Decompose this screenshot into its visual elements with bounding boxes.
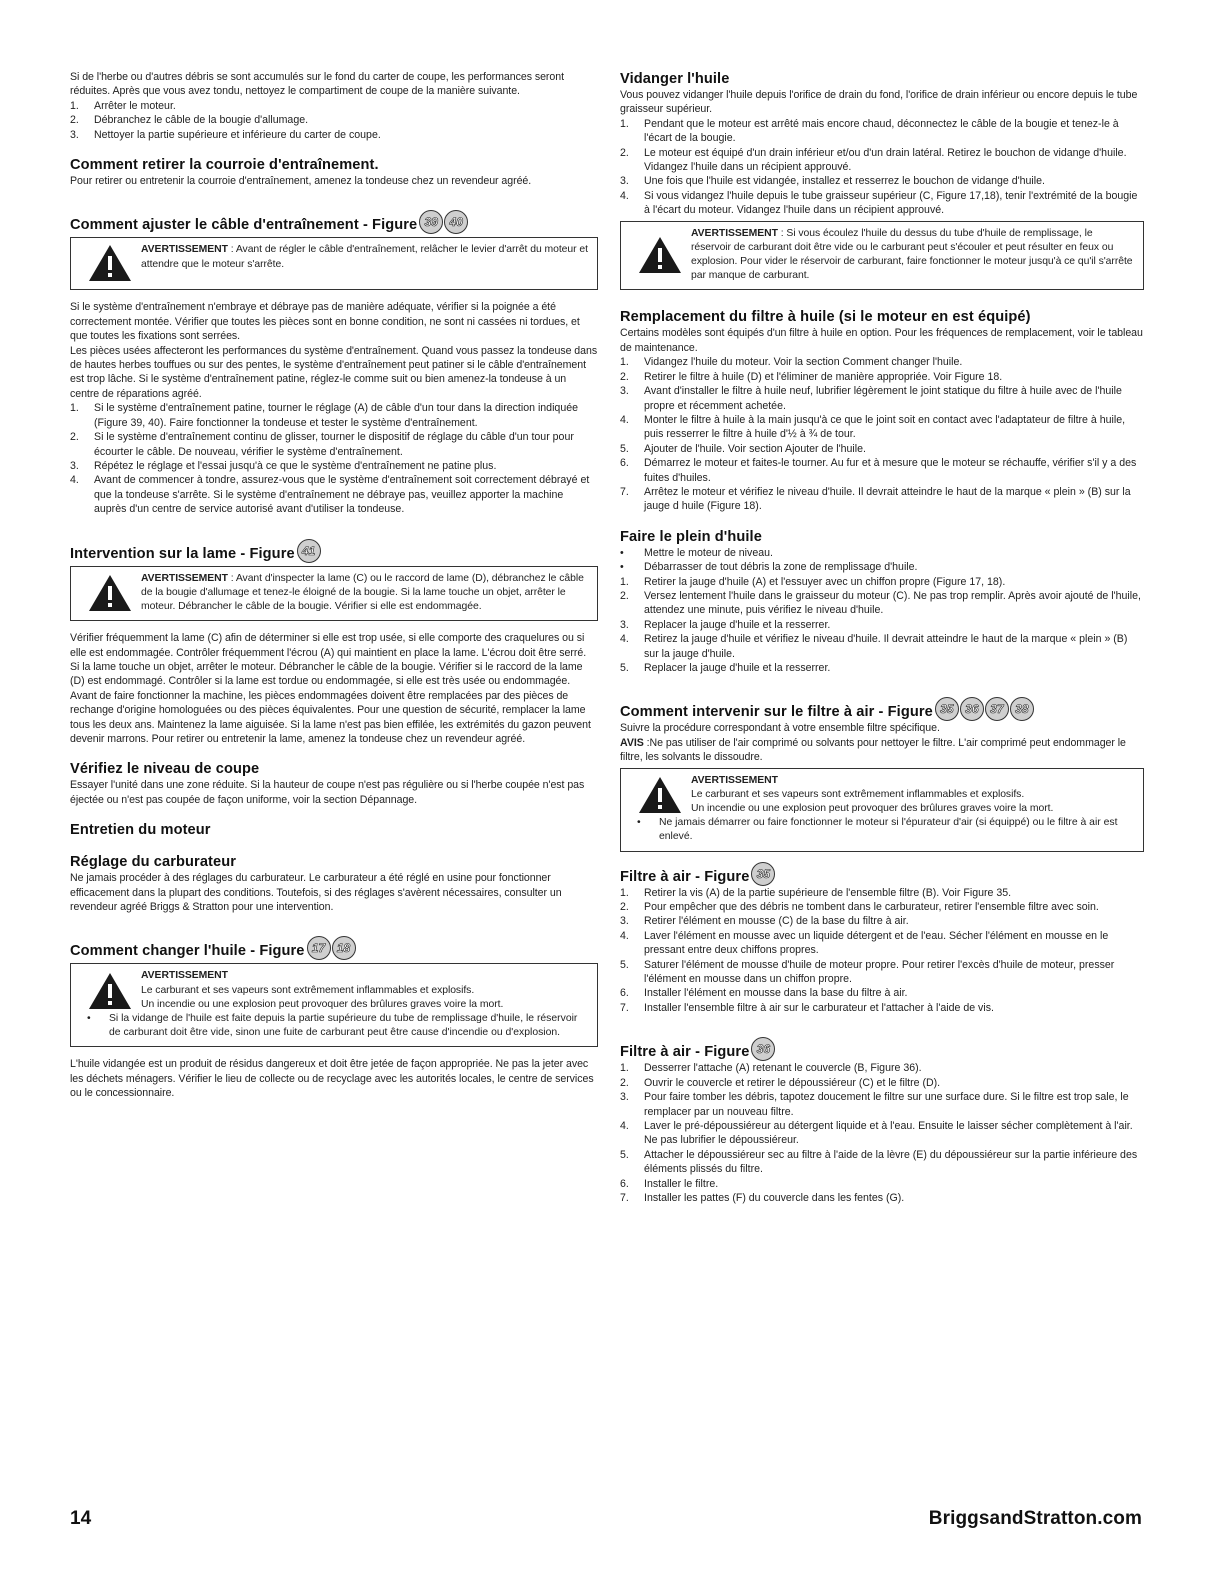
list-item: 2. Le moteur est équipé d'un drain inférieur et/ou d'un drain latéral. Retirez le bouchon de vidange d'huile. Vidangez l'huile dans un récipient approuvé. (620, 146, 1127, 174)
list-item: 1. Si le système d'entraînement patine, tourner le réglage (A) de câble d'un tour dans la direction indiquée (Figure 39, 40). Faire fonctionner la tondeuse et tester le système d'entraînement. (70, 402, 578, 429)
section-title-plein: Faire le plein d'huile (620, 528, 762, 545)
section-title-filtre-huile: Remplacement du filtre à huile (si le moteur en est équipé) (620, 309, 1031, 326)
left-column (70, 70, 598, 1101)
list-item: 2. Si le système d'entraînement continu de glisser, tourner le dispositif de réglage du câble d'un tour pour écourter le câble. De nouveau, vérifier le système d'entraînement. (70, 431, 574, 458)
list-item: 5. Ajouter de l'huile. Voir section Ajouter de l'huile. (620, 442, 866, 455)
list-item: 4. Avant de commencer à tondre, assurez-vous que le système d'entraînement soit correctement débrayé et que la tondeuse s'arrête. Si le système d'entraînement ne débraye pas, veuillez apporter la machine auprès d'un centre de service autorisé avant d'utiliser la tondeuse. (70, 474, 590, 516)
list-item: 2. Versez lentement l'huile dans le graisseur du moteur (C). Ne pas trop remplir. Après avoir ajouté de l'huile, attendez une minute, puis vérifiez le niveau d'huile. (620, 589, 1141, 617)
filtre-36-steps (620, 1061, 1144, 1205)
warning-icon (79, 969, 141, 1012)
figure-badge: 35 (751, 862, 775, 886)
list-item: 7. Arrêtez le moteur et vérifiez le niveau d'huile. Il devrait atteindre le haut de la marque « plein » (B) sur la jauge d huile (Figure 18). (620, 485, 1131, 513)
filtre-air-paragraph: Suivre la procédure correspondant à votre ensemble filtre spécifique. (620, 722, 940, 735)
list-item: 3. Pour faire tomber les débris, tapotez doucement le filtre sur une surface dure. Si le filtre est trop sale, le remplacer par un nouveau filtre. (620, 1091, 1129, 1118)
warning-label: AVERTISSEMENT (141, 572, 228, 584)
list-item: 6. Installer l'élément en mousse dans la base du filtre à air. (620, 987, 908, 1000)
list-item: 4. Si vous vidangez l'huile depuis le tube graisseur supérieur (C, Figure 17,18), tenir l'extrémité de la bougie à l'écart du moteur. Vidangez l'huile dans un récipient approuvé. (620, 189, 1138, 217)
section-title-filtre-36: Filtre à air - Figure 36 (620, 1037, 1144, 1061)
warning-icon (629, 774, 691, 817)
list-item: 1. Pendant que le moteur est arrêté mais encore chaud, déconnectez le câble de la bougie et tenez-le à l'écart de la bougie. (620, 117, 1119, 145)
list-item: 3. Replacer la jauge d'huile et la resserrer. (620, 618, 831, 631)
warning-box (70, 963, 598, 1047)
section-title-cable: Comment ajuster le câble d'entraînement - Figure 39 40 (70, 210, 598, 234)
list-item: 7. Installer l'ensemble filtre à air sur le carburateur et l'attacher à l'aide de vis. (620, 1001, 994, 1014)
warning-icon (79, 572, 141, 615)
plein-bullets (620, 546, 1144, 575)
lame-paragraph: Vérifier fréquemment la lame (C) afin de déterminer si elle est trop usée, si elle comporte des craquelures ou si elle est endommagée. Contrôler fréquemment l'écrou (A) qui maintient en place la lame. L'écrou doit être serré. Si la lame touche un objet, arrêter le moteur. Débrancher le câble de la bougie. Vérifier si le raccord de la lame (D) est endommagé. Contrôler si la lame est tordue ou endommagée, si elle est très usée ou endommagée. Avant de faire fonctionner la machine, les pièces endommagées doivent être remplacées par des pièces de rechange d'origine homologuées ou des pièces équivalentes. Pour une question de sécurité, remplacer la lame tous les deux ans. Maintenez la lame aiguisée. Si la lame n'est pas bien effilée, les extrémités du gazon peuvent devenir marrons. Pour retirer ou entretenir la lame, amenez la tondeuse chez un revendeur agréé. (70, 632, 591, 745)
list-item: • Débarrasser de tout débris la zone de remplissage d'huile. (620, 561, 918, 574)
section-title-vidanger: Vidanger l'huile (620, 71, 730, 87)
list-item: 3. Répétez le réglage et l'essai jusqu'à ce que le système d'entraînement ne patine plus. (70, 459, 497, 472)
list-item: 1. Vidangez l'huile du moteur. Voir la section Comment changer l'huile. (620, 356, 963, 369)
list-item: 3. Avant d'installer le filtre à huile neuf, lubrifier légèrement le joint statique du filtre à huile avec de l'huile propre et récemment achetée. (620, 385, 1122, 412)
list-item: 5. Replacer la jauge d'huile et la resserrer. (620, 662, 831, 674)
list-item: 1. Retirer la jauge d'huile (A) et l'essuyer avec un chiffon propre (Figure 17, 18). (620, 575, 1006, 588)
figure-badge: 38 (1010, 697, 1034, 721)
courroie-paragraph: Pour retirer ou entretenir la courroie d'entraînement, amenez la tondeuse chez un revendeur agréé. (70, 175, 532, 188)
warning-label: AVERTISSEMENT (691, 774, 778, 786)
section-title-niveau: Vérifiez le niveau de coupe (70, 761, 260, 778)
list-item: • Mettre le moteur de niveau. (620, 546, 773, 559)
warning-box (620, 768, 1144, 852)
warning-label: AVERTISSEMENT (141, 970, 228, 982)
figure-badge: 40 (444, 210, 468, 234)
list-item: 4. Retirez la jauge d'huile et vérifiez le niveau d'huile. Il devrait atteindre le haut de la marque « plein » (B) sur la jauge d'huile. (620, 633, 1128, 660)
vidanger-steps (620, 117, 1144, 218)
list-item: 3. Une fois que l'huile est vidangée, installez et resserrez le bouchon de vidange d'huile. (620, 175, 1045, 188)
section-title-moteur: Entretien du moteur (70, 822, 211, 839)
warning-text: Le carburant et ses vapeurs sont extrêmement inflammables et explosifs. (141, 984, 475, 996)
section-title-filtre-air: Comment intervenir sur le filtre à air - Figure 35 36 37 38 (620, 697, 1144, 721)
section-title-filtre-35: Filtre à air - Figure 35 (620, 862, 1144, 886)
cable-paragraph-1: Si le système d'entraînement n'embraye et débraye pas de manière adéquate, vérifier si la poignée a été correctement montée. Vérifier que toutes les pièces sont en bonne condition, ne sont ni cassées ni tordues, et que toutes les fixations sont serrées. (70, 301, 580, 343)
list-item: 6. Démarrez le moteur et faites-le tourner. Au fur et à mesure que le moteur se réchauffe, vérifier s'il y a des fuites d'huiles. (620, 457, 1137, 484)
warning-text: Le carburant et ses vapeurs sont extrêmement inflammables et explosifs. (691, 788, 1025, 800)
list-item: 4. Laver le pré-dépoussiéreur au détergent liquide et à l'eau. Ensuite le laisser sécher complètement à l'air. Ne pas lubrifier le dépoussiéreur. (620, 1119, 1133, 1147)
list-item: 2. Débranchez le câble de la bougie d'allumage. (70, 114, 309, 127)
list-item: 1. Retirer la vis (A) de la partie supérieure de l'ensemble filtre (B). Voir Figure 35. (620, 886, 1012, 899)
figure-badge: 35 (935, 697, 959, 721)
avis-paragraph: AVIS :Ne pas utiliser de l'air comprimé ou solvants pour nettoyer le filtre. L'air comprimé peut endommager le filtre, les solvants le dissoudre. (620, 736, 1126, 764)
plein-steps (620, 575, 1144, 676)
figure-badge: 36 (751, 1037, 775, 1061)
warning-text: Un incendie ou une explosion peut provoquer des brûlures graves voire la mort. (691, 803, 1054, 815)
list-item: 3. Nettoyer la partie supérieure et inférieure du carter de coupe. (70, 128, 381, 141)
list-item: 2. Ouvrir le couvercle et retirer le dépoussiéreur (C) et le filtre (D). (620, 1076, 941, 1089)
warning-text: : Si vous écoulez l'huile du dessus du tube d'huile de remplissage, le réservoir de carburant doit être vide ou le carburant peut s'écouler et peut résulter en feux ou explosion. Pour vider le réservoir de carburant, faire fonctionner le moteur jusqu'à ce qu'il s'arrête par manque de carburant. (691, 227, 1133, 282)
section-title-courroie: Comment retirer la courroie d'entraînement. (70, 157, 379, 174)
cable-paragraph-2: Les pièces usées affecteront les performances du système d'entraînement. Quand vous passez la tondeuse dans de hautes herbes touffues ou sur des pentes, le système d'entraînement peut patiner si le câble d'entraînement est trop lâche. Si le système d'entraînement patine, réglez-le comme suit ou bien amenez-la tondeuse à un centre de réparations agréé. (70, 344, 598, 400)
niveau-paragraph: Essayer l'unité dans une zone réduite. Si la hauteur de coupe n'est pas régulière ou si l'herbe coupée n'est pas éjectée ou n'est pas coupée de façon uniforme, voir la section Dépannage. (70, 779, 585, 806)
warning-label: AVERTISSEMENT (141, 244, 228, 256)
filtre-35-steps (620, 886, 1144, 1016)
warning-text: : Avant d'inspecter la lame (C) ou le raccord de lame (D), débranchez le câble de la bougie d'allumage et tenez-le éloigné de la bougie. Si la lame touche un objet, arrêter le moteur. Débrancher le câble de la bougie. Vérifier si elle est endommagée. (141, 572, 584, 612)
section-title-lame: Intervention sur la lame - Figure 41 (70, 539, 598, 563)
figure-badge: 18 (332, 936, 356, 960)
figure-badge: 37 (985, 697, 1009, 721)
list-item: 5. Attacher le dépoussiéreur sec au filtre à l'aide de la lèvre (E) du dépoussiéreur sur la partie inférieure des éléments plissés du filtre. (620, 1148, 1138, 1176)
figure-badge: 17 (307, 936, 331, 960)
cable-steps (70, 401, 598, 516)
list-item: • Si la vidange de l'huile est faite depuis la partie supérieure du tube de remplissage d'huile, le réservoir de carburant doit être vide, sinon une fuite de carburant peut être cause d'incendie ou d'explosion. (87, 1013, 578, 1039)
list-item: 3. Retirer l'élément en mousse (C) de la base du filtre à air. (620, 915, 909, 928)
huile-paragraph: L'huile vidangée est un produit de résidus dangereux et doit être jetée de façon appropriée. Ne pas la jeter avec les déchets ménagers. Vérifier le lieu de collecte ou de recyclage avec les autorités locales, le centre de services ou le concessionnaire. (70, 1058, 594, 1100)
intro-steps (70, 99, 598, 142)
avis-label: AVIS (620, 736, 644, 749)
list-item: 4. Monter le filtre à huile à la main jusqu'à ce que le joint soit en contact avec l'adaptateur de filtre à huile, puis resserrer le filtre à huile d'½ à ¾ de tour. (620, 413, 1126, 441)
vidanger-paragraph: Vous pouvez vidanger l'huile depuis l'orifice de drain du fond, l'orifice de drain inférieur ou encore depuis le tube graisseur supérieur. (620, 89, 1138, 116)
warning-icon (79, 243, 141, 283)
website-footer: BriggsandStratton.com (928, 1508, 1142, 1529)
intro-paragraph: Si de l'herbe ou d'autres débris se sont accumulés sur le fond du carter de coupe, les performances seront réduites. Après que vous avez tondu, nettoyez le compartiment de coupe de la manière suivante. (70, 71, 564, 98)
page-number: 14 (70, 1508, 92, 1529)
figure-badge: 39 (419, 210, 443, 234)
figure-badge: 36 (960, 697, 984, 721)
section-title-carburateur: Réglage du carburateur (70, 854, 237, 871)
list-item: 1. Desserrer l'attache (A) retenant le couvercle (B, Figure 36). (620, 1062, 922, 1075)
list-item: • Ne jamais démarrer ou faire fonctionner le moteur si l'épurateur d'air (si équippé) ou le filtre à air est enlevé. (637, 817, 1118, 843)
warning-text: Un incendie ou une explosion peut provoquer des brûlures graves voire la mort. (141, 998, 504, 1010)
list-item: 4. Laver l'élément en mousse avec un liquide détergent et de l'eau. Sécher l'élément en mousse en le pressant entre deux chiffons propres. (620, 929, 1109, 957)
section-title-huile: Comment changer l'huile - Figure 17 18 (70, 936, 598, 960)
list-item: 2. Pour empêcher que des débris ne tombent dans le carburateur, retirer l'ensemble filtre avec soin. (620, 901, 1099, 914)
list-item: 1. Arrêter le moteur. (70, 99, 176, 112)
warning-box (70, 566, 598, 622)
list-item: 6. Installer le filtre. (620, 1177, 719, 1190)
warning-box (620, 221, 1144, 291)
warning-box (70, 237, 598, 290)
warning-label: AVERTISSEMENT (691, 227, 778, 239)
filtre-huile-steps (620, 355, 1144, 513)
list-item: 7. Installer les pattes (F) du couvercle dans les fentes (G). (620, 1191, 905, 1204)
filtre-huile-paragraph: Certains modèles sont équipés d'un filtre à huile en option. Pour les fréquences de remplacement, voir le tableau de maintenance. (620, 327, 1143, 354)
warning-text: : Avant de régler le câble d'entraînement, relâcher le levier d'arrêt du moteur et attendre que le moteur s'arrête. (141, 244, 588, 270)
list-item: 5. Saturer l'élément de mousse d'huile de moteur propre. Pour retirer l'excès d'huile de moteur, presser l'élément en mousse dans un chiffon propre. (620, 958, 1115, 986)
figure-badge: 41 (297, 539, 321, 563)
warning-icon (629, 227, 691, 284)
list-item: 2. Retirer le filtre à huile (D) et l'éliminer de manière appropriée. Voir Figure 18. (620, 370, 1003, 383)
right-column (620, 70, 1144, 1205)
carburateur-paragraph: Ne jamais procéder à des réglages du carburateur. Le carburateur a été réglé en usine pour fonctionner efficacement dans la plupart des conditions. Toutefois, si des réglages s'avèrent nécessaires, consulter un revendeur agréé Briggs & Stratton pour une intervention. (70, 872, 562, 914)
